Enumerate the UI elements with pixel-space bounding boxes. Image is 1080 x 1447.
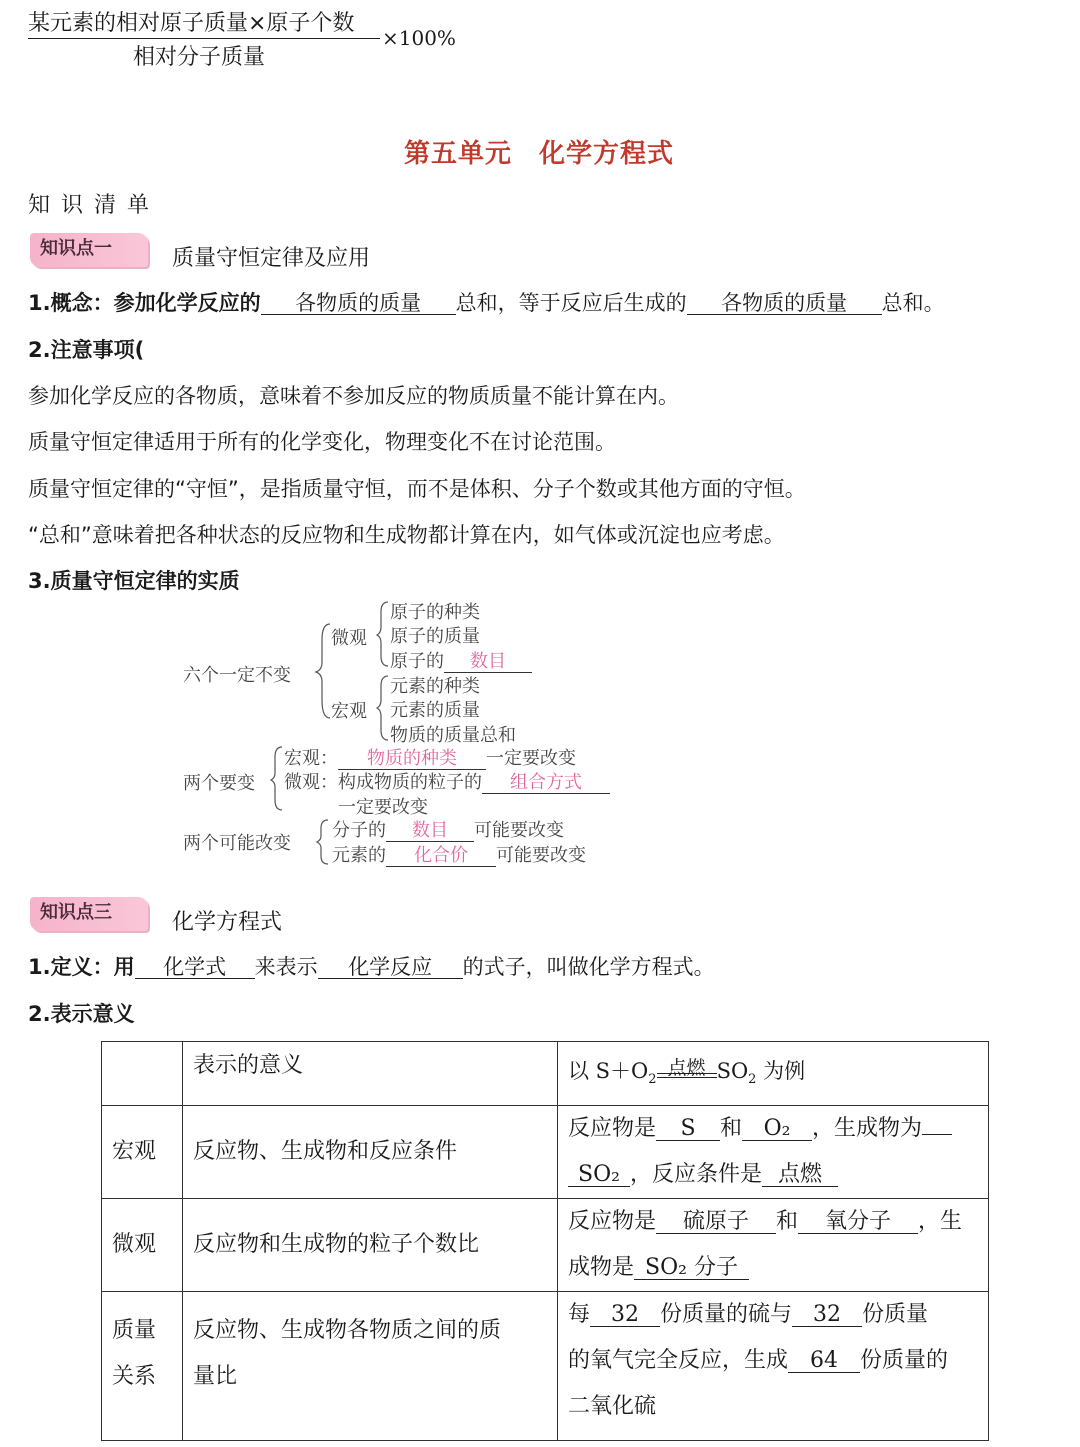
- table-row-meaning: 反应物和生成物的粒子个数比: [183, 1199, 558, 1292]
- formula-denominator: 相对分子质量: [133, 45, 266, 70]
- definition-mid: 来表示: [254, 955, 318, 979]
- macro-label: 宏观: [331, 701, 367, 722]
- may-change-item: [332, 816, 564, 842]
- micro-label: 微观: [331, 628, 367, 649]
- must-change-micro-text: [338, 768, 610, 794]
- may2-end: 可能要改变: [496, 845, 586, 866]
- formula-suffix: ×100%: [382, 26, 456, 50]
- fill-blank: O₂: [742, 1117, 812, 1141]
- eq-right: SO: [716, 1059, 749, 1083]
- fill-blank: SO₂ 分子: [634, 1256, 749, 1280]
- must-macro-blank: 物质的种类: [338, 750, 486, 770]
- micro-item: 原子的种类: [390, 602, 480, 623]
- table-header-cell: [558, 1042, 989, 1106]
- micro-item-prefix: 原子的: [390, 651, 444, 672]
- may-change-item: [332, 841, 586, 867]
- knowledge-point-badge: 知识点一: [30, 233, 148, 267]
- eq-end: 为例: [756, 1059, 806, 1083]
- meaning-table: [101, 1041, 989, 1441]
- table-row-example: 每 32 份质量的硫与 32 份质量 的氧气完全反应，生成 64 份质量的 二氧化硫: [558, 1292, 989, 1441]
- macro-item: 物质的质量总和: [390, 725, 516, 746]
- may2-blank: 化合价: [386, 847, 496, 867]
- must-micro-label: 微观：: [284, 772, 338, 793]
- definition-blank-1: 化学式: [135, 956, 255, 979]
- eq-left: 以 S＋O: [568, 1059, 649, 1083]
- eq-arrow: [657, 1057, 717, 1079]
- concept-prefix: 1.概念：参加化学反应的: [28, 291, 261, 315]
- two-may-change-label: 两个可能改变: [183, 833, 291, 854]
- concept-blank-1: 各物质的质量: [261, 292, 456, 315]
- must-micro-blank: 组合方式: [482, 774, 610, 794]
- fill-blank: S: [656, 1117, 720, 1141]
- micro-item: [390, 647, 532, 673]
- note-line: 质量守恒定律适用于所有的化学变化，物理变化不在讨论范围。: [28, 430, 616, 454]
- essence-title: 3.质量守恒定律的实质: [28, 569, 240, 593]
- table-row-example: 反应物是 S 和 O₂ ，生成物为 SO₂ ，反应条件是 点燃: [558, 1106, 989, 1199]
- may1-prefix: 分子的: [332, 820, 386, 841]
- knowledge-point-badge: 知识点三: [30, 897, 148, 931]
- fill-blank: 氧分子: [798, 1210, 918, 1234]
- table-row-meaning: 反应物、生成物各物质之间的质 量比: [183, 1292, 558, 1441]
- must-micro-text: 构成物质的粒子的: [338, 772, 482, 793]
- macro-item: 元素的质量: [390, 700, 480, 721]
- note-line: “总和”意味着把各种状态的反应物和生成物都计算在内，如气体或沉淀也应考虑。: [28, 523, 785, 547]
- kp1-title: 质量守恒定律及应用: [172, 246, 371, 271]
- may2-prefix: 元素的: [332, 845, 386, 866]
- fill-blank: 32: [792, 1303, 862, 1327]
- must-macro-label: 宏观：: [284, 748, 338, 769]
- unit-title: 第五单元 化学方程式: [404, 139, 675, 169]
- definition-end: 的式子，叫做化学方程式。: [462, 955, 715, 979]
- formula-numerator: 某元素的相对原子质量×原子个数: [28, 11, 355, 36]
- definition-prefix: 1.定义：用: [28, 955, 135, 979]
- eq-condition: 点燃: [667, 1057, 706, 1079]
- fill-blank: SO₂: [568, 1163, 630, 1187]
- notes-title: 2.注意事项(: [28, 338, 145, 362]
- section-heading: 知 识 清 单: [28, 193, 151, 218]
- must-change-macro: [284, 744, 576, 770]
- concept-blank-2: 各物质的质量: [687, 292, 882, 315]
- must-macro-end: 一定要改变: [486, 748, 576, 769]
- may1-end: 可能要改变: [474, 820, 564, 841]
- table-row-example: 反应物是 硫原子 和 氧分子 ，生 成物是 SO₂ 分子: [558, 1199, 989, 1292]
- header-equation: 以 $S+O_2$ 点燃 $SO_2$ 为例: [558, 1042, 988, 1105]
- table-row-label: 微观: [102, 1199, 183, 1292]
- definition-line: [28, 951, 715, 981]
- two-must-change-label: 两个要变: [183, 773, 255, 794]
- fill-blank: 64: [788, 1349, 860, 1373]
- note-line: 参加化学反应的各物质，意味着不参加反应的物质质量不能计算在内。: [28, 384, 679, 408]
- fill-blank: 硫原子: [656, 1210, 776, 1234]
- macro-item: 元素的种类: [390, 676, 480, 697]
- table-row-meaning: 反应物、生成物和反应条件: [183, 1106, 558, 1199]
- table-header-cell: [183, 1042, 558, 1106]
- may1-blank: 数目: [386, 822, 474, 842]
- table-row-label: 宏观: [102, 1106, 183, 1199]
- six-constant-label: 六个一定不变: [183, 665, 291, 686]
- kp3-title: 化学方程式: [172, 910, 283, 935]
- concept-mid: 总和，等于反应后生成的: [455, 291, 687, 315]
- meaning-title: 2.表示意义: [28, 1002, 135, 1026]
- must-change-micro: [284, 768, 338, 794]
- header-meaning: 表示的意义: [193, 1053, 304, 1078]
- definition-blank-2: 化学反应: [318, 956, 463, 979]
- fill-blank: 32: [590, 1303, 660, 1327]
- table-corner-cell: [102, 1042, 183, 1106]
- note-line: 质量守恒定律的“守恒”，是指质量守恒，而不是体积、分子个数或其他方面的守恒。: [28, 477, 806, 501]
- concept-end: 总和。: [881, 291, 945, 315]
- micro-item: 原子的质量: [390, 626, 480, 647]
- table-row-label: 质量 关系: [102, 1292, 183, 1441]
- fill-blank: 点燃: [762, 1163, 838, 1187]
- micro-blank: 数目: [444, 653, 532, 673]
- must-micro-end: 一定要改变: [338, 797, 428, 818]
